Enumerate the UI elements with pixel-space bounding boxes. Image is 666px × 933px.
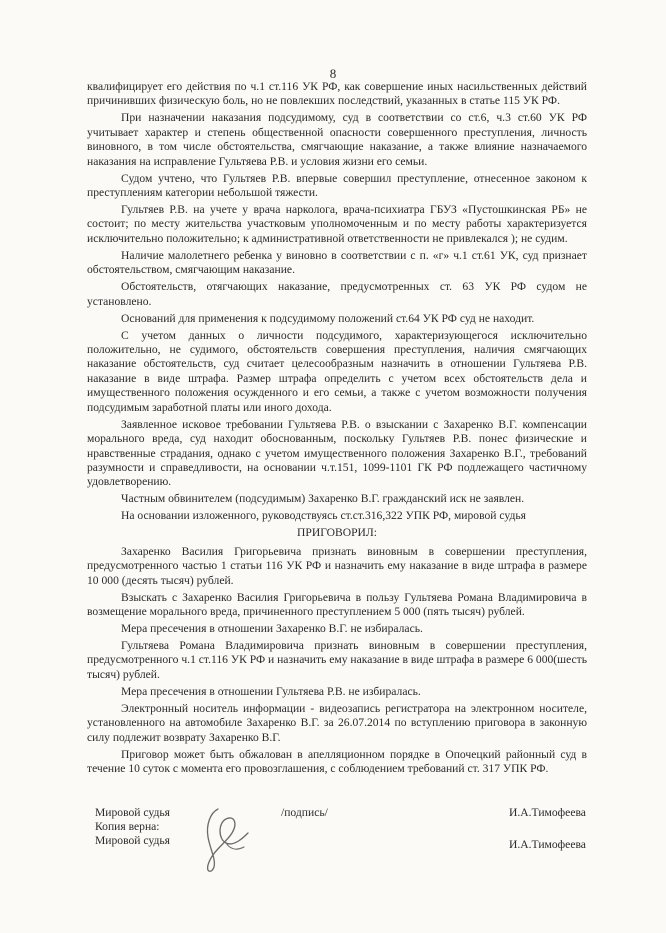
paragraph-10: На основании изложенного, руководствуясь ст.ст.316,322 УПК РФ, мировой судья — [121, 509, 526, 523]
paragraph-3: Гультяев Р.В. на учете у врача нарколога, врача-психиатра ГБУЗ «Пустошкинская РБ» не состоит; по месту жительства участковым уполномоченным и по месту работы характеризуется исключительно положительно; к административной ответственности не привлекался ); не судим. — [87, 203, 587, 245]
paragraph-9: Частным обвинителем (подсудимым) Захаренко В.Г. гражданский иск не заявлен. — [121, 492, 525, 506]
verdict-paragraph-4: Мера пресечения в отношении Гультяева Р.В. не избиралась. — [121, 684, 421, 698]
paragraph-7: С учетом данных о личности подсудимого, характеризующегося исключительно положительно, не судимого, обстоятельств совершения преступления, наличия смягчающих наказание обстоятельств, суд считает целесообразным назначить в отношении Гультяева Р.В. наказание в виде штрафа. Размер штрафа определить с учетом всех обстоятельств дела и имущественного положения осужденного и его семьи, а также с учетом возможности получения подсудимым заработной платы или иного дохода. — [87, 328, 587, 414]
paragraph-5: Обстоятельств, отягчающих наказание, предусмотренных ст. 63 УК РФ судом не установлено. — [87, 280, 587, 308]
handwritten-signature-icon — [196, 803, 256, 875]
paragraph-0: квалифицирует его действия по ч.1 ст.116 УК РФ, как совершение иных насильственных действий причинивших физическую боль, но не повлекших последствий, указанных в статье 115 УК РФ. — [87, 80, 587, 108]
verdict-paragraph-5: Электронный носитель информации - видеозапись регистратора на электронном носителе, установленного на автомобиле Захаренко В.Г. за 26.07.2014 по вступлению приговора в законную силу подлежит возврату Захаренко В.Г. — [87, 701, 587, 744]
verdict-paragraph-1: Взыскать с Захаренко Василия Григорьевича в пользу Гультяева Романа Владимировича в возмещение морального вреда, причиненного преступлением 5 000 (пять тысяч) рублей. — [87, 590, 587, 618]
paragraph-2: Судом учтено, что Гультяев Р.В. впервые совершил преступление, отнесенное законом к преступлениям категории небольшой тяжести. — [87, 171, 587, 200]
signature-placeholder: /подпись/ — [281, 806, 328, 819]
judge-name: И.А.Тимофеева — [509, 806, 586, 819]
verdict-paragraph-0: Захаренко Василия Григорьевича признать виновным в совершении преступления, предусмотренного частью 1 статьи 116 УК РФ и назначить ему наказание в виде штрафа в размере 10 000 (десять тысяч) рублей. — [87, 544, 587, 587]
judge-label-2: Мировой судья — [95, 834, 170, 847]
verdict-heading: ПРИГОВОРИЛ: — [297, 526, 377, 540]
judge-name-2: И.А.Тимофеева — [509, 838, 586, 851]
copy-label: Копия верна: — [95, 820, 160, 833]
judge-label: Мировой судья — [95, 806, 170, 819]
verdict-paragraph-6: Приговор может быть обжалован в апелляционном порядке в Опочецкий районный суд в течение 10 суток с момента его провозглашения, с соблюдением требований ст. 317 УПК РФ. — [87, 747, 587, 775]
paragraph-8: Заявленное исковое требовании Гультяева Р.В. о взыскании с Захаренко В.Г. компенсации морального вреда, суд находит обоснованным, поскольку Гультяев Р.В. понес физические и нравственные страдания, однако с учетом имущественного положения Захаренко В.Г., требований разумности и справедливости, на основании ч.т.151, 1099-1101 ГК РФ подлежащего частичному удовлетворению. — [87, 417, 587, 489]
verdict-paragraph-3: Гультяева Романа Владимировича признать виновным в совершении преступления, предусмотренного ч.1 ст.116 УК РФ и назначить ему наказание в виде штрафа в размере 6 000(шесть тысяч) рублей. — [87, 638, 588, 681]
paragraph-1: При назначении наказания подсудимому, суд в соответствии со ст.6, ч.3 ст.60 УК РФ учитывает характер и степень общественной опасности совершенного преступления, личность виновного, в том числе обстоятельства, смягчающие наказание, а также влияние назначаемого наказания на исправление Гультяева Р.В. и условия жизни его семьи. — [87, 111, 587, 168]
body-text — [87, 80, 587, 779]
paragraph-4: Наличие малолетнего ребенка у виновно в соответствии с п. «г» ч.1 ст.61 УК, суд признает обстоятельством, смягчающим наказание. — [87, 248, 587, 277]
paragraph-6: Оснований для применения к подсудимому положений ст.64 УК РФ суд не находит. — [121, 311, 535, 325]
page-number: 8 — [329, 66, 337, 81]
verdict-paragraph-2: Мера пресечения в отношении Захаренко В.Г. не избиралась. — [121, 621, 423, 635]
